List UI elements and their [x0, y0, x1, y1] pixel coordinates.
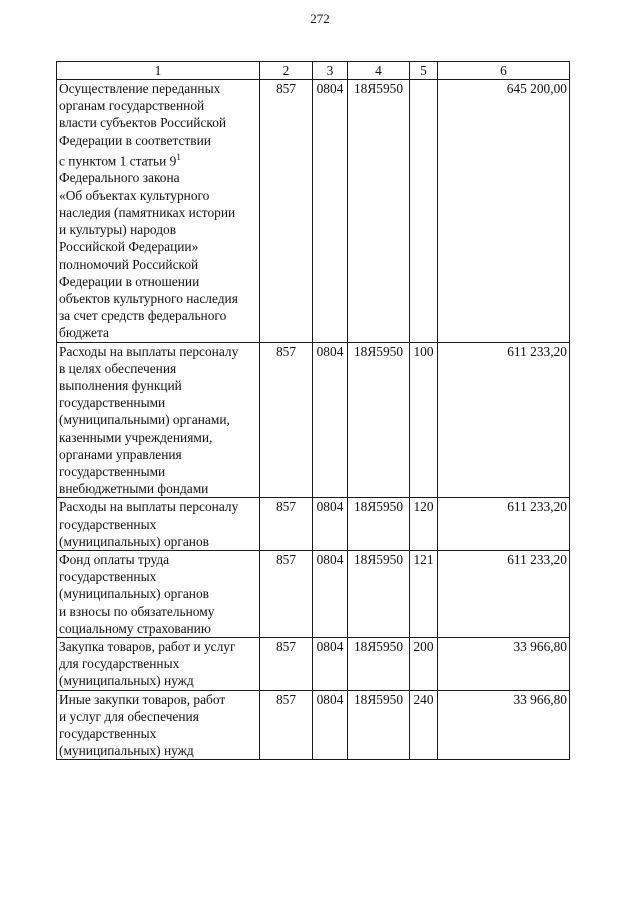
- expense-type-cell: 120: [410, 498, 438, 551]
- table-row: [57, 690, 570, 760]
- amount-cell: 33 966,80: [438, 637, 570, 690]
- expense-name-cell: Иные закупки товаров, работ и услуг для обеспечения государственных (муниципальных) нужд: [57, 690, 260, 760]
- budget-table: [56, 61, 570, 760]
- footnote-superscript: 1: [176, 151, 181, 162]
- ministry-code-cell: 857: [260, 637, 313, 690]
- section-code-cell: 0804: [313, 342, 348, 498]
- column-header: 2: [260, 62, 313, 80]
- amount-cell: 611 233,20: [438, 550, 570, 637]
- column-header: 6: [438, 62, 570, 80]
- expense-name-cell: Расходы на выплаты персоналу в целях обеспечения выполнения функций государственными (муниципальными) органами, казенными учреждениями, органами управления государственными внебюджетными фондами: [57, 342, 260, 498]
- amount-cell: 611 233,20: [438, 342, 570, 498]
- ministry-code-cell: 857: [260, 690, 313, 760]
- expense-name-text-continued: Федерального закона «Об объектах культурного наследия (памятниках истории и культуры) народов Российской Федерации» полномочий Российской Федерации в отношении объектов культурного наследия за счет средств федерального бюджета: [59, 170, 238, 341]
- ministry-code-cell: 857: [260, 498, 313, 551]
- expense-type-cell: 200: [410, 637, 438, 690]
- expense-name-cell: Фонд оплаты труда государственных (муниципальных) органов и взносы по обязательному социальному страхованию: [57, 550, 260, 637]
- ministry-code-cell: 857: [260, 550, 313, 637]
- expense-name-text: Осуществление переданных органам государственной власти субъектов Российской Федерации в соответствии с пунктом 1 статьи 9: [59, 81, 227, 169]
- target-article-cell: 18Я5950: [348, 550, 410, 637]
- expense-type-cell: 100: [410, 342, 438, 498]
- target-article-cell: 18Я5950: [348, 690, 410, 760]
- target-article-cell: 18Я5950: [348, 637, 410, 690]
- section-code-cell: 0804: [313, 637, 348, 690]
- section-code-cell: 0804: [313, 690, 348, 760]
- table-row: [57, 80, 570, 343]
- table-row: [57, 637, 570, 690]
- page-number: 272: [310, 11, 330, 26]
- table-row: [57, 498, 570, 551]
- column-header: 5: [410, 62, 438, 80]
- column-header: 4: [348, 62, 410, 80]
- amount-cell: 611 233,20: [438, 498, 570, 551]
- expense-name-cell: [57, 80, 260, 343]
- target-article-cell: 18Я5950: [348, 498, 410, 551]
- amount-cell: 33 966,80: [438, 690, 570, 760]
- column-header: 1: [57, 62, 260, 80]
- table-header-row: [57, 62, 570, 80]
- expense-type-cell: [410, 80, 438, 343]
- expense-type-cell: 240: [410, 690, 438, 760]
- expense-type-cell: 121: [410, 550, 438, 637]
- column-header: 3: [313, 62, 348, 80]
- target-article-cell: 18Я5950: [348, 342, 410, 498]
- section-code-cell: 0804: [313, 550, 348, 637]
- table-row: [57, 550, 570, 637]
- amount-cell: 645 200,00: [438, 80, 570, 343]
- ministry-code-cell: 857: [260, 80, 313, 343]
- expense-name-cell: Закупка товаров, работ и услуг для государственных (муниципальных) нужд: [57, 637, 260, 690]
- section-code-cell: 0804: [313, 498, 348, 551]
- section-code-cell: 0804: [313, 80, 348, 343]
- table-row: [57, 342, 570, 498]
- target-article-cell: 18Я5950: [348, 80, 410, 343]
- ministry-code-cell: 857: [260, 342, 313, 498]
- expense-name-cell: Расходы на выплаты персоналу государственных (муниципальных) органов: [57, 498, 260, 551]
